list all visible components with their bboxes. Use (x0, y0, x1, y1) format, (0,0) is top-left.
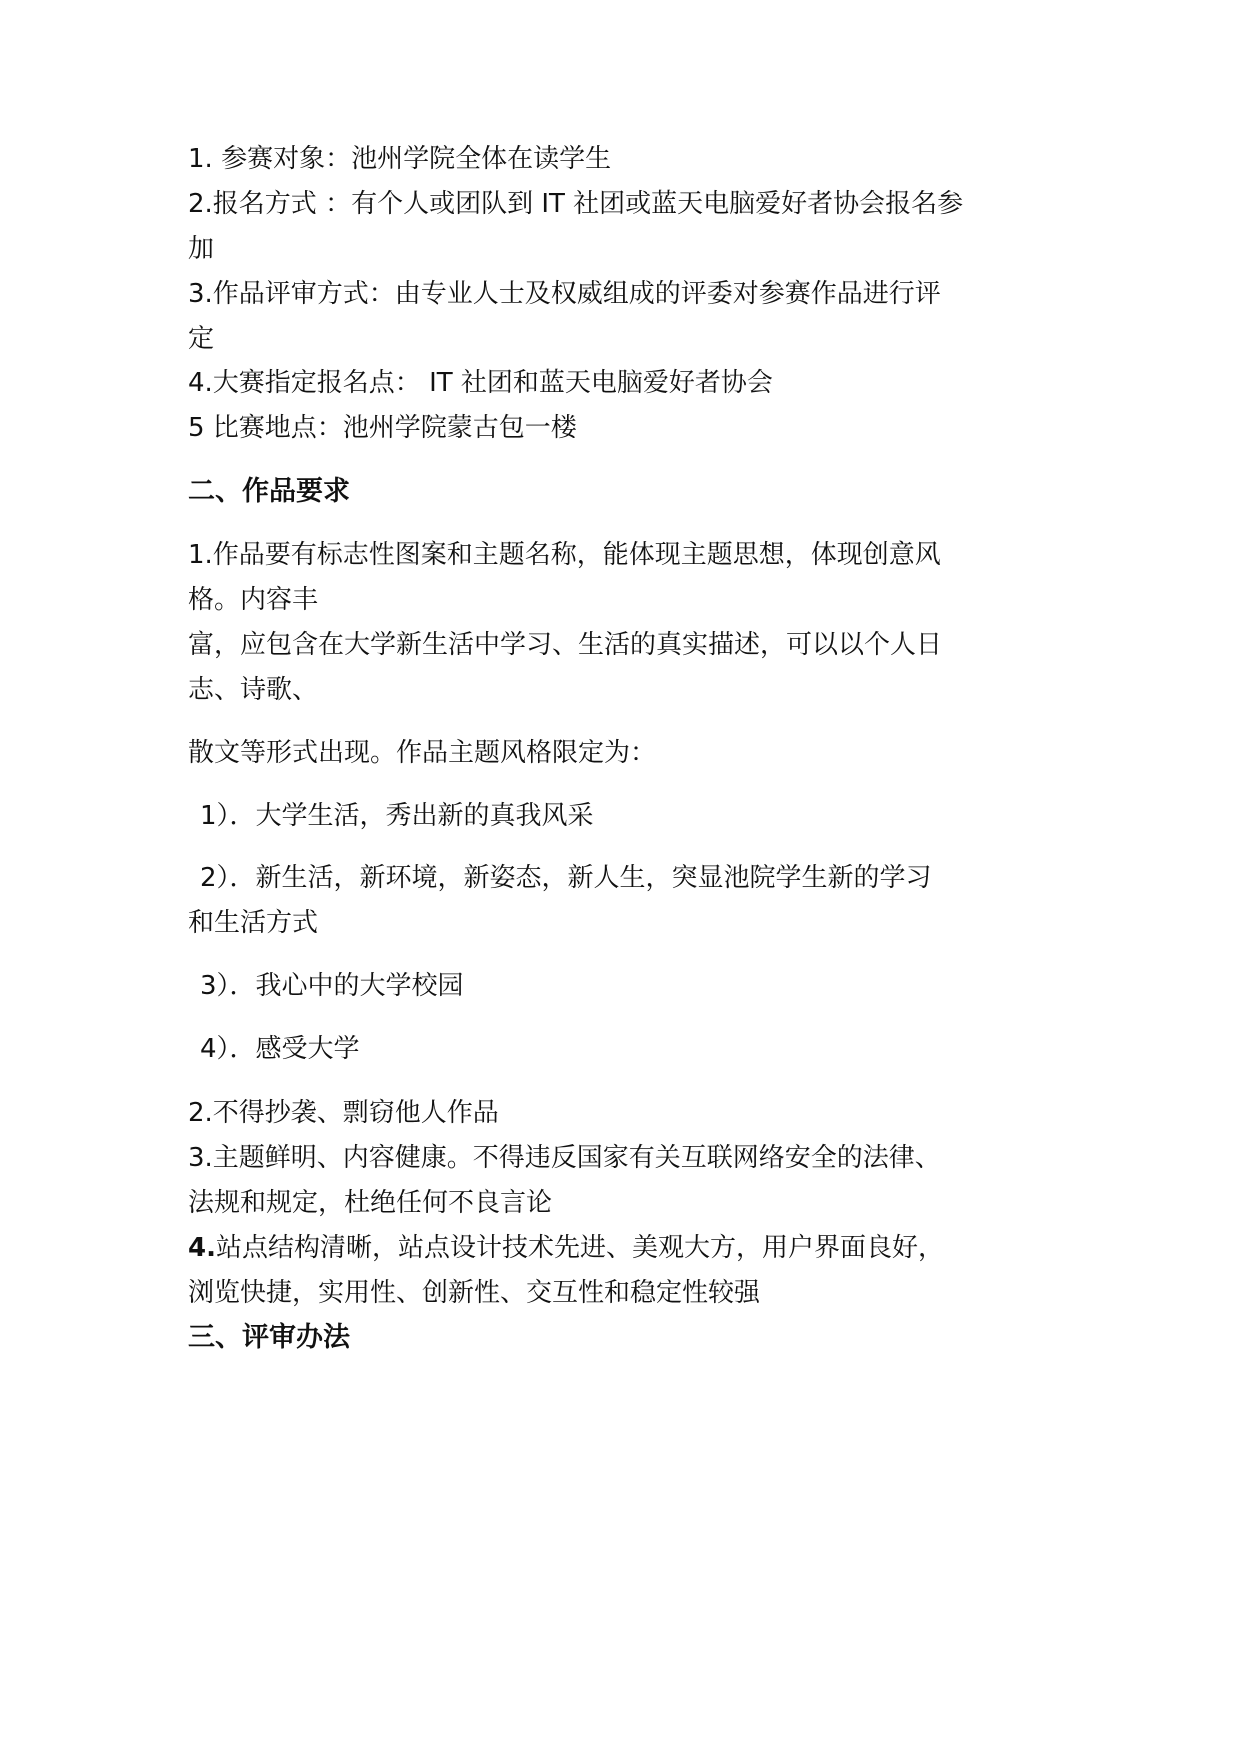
req1-line: 志、诗歌、 (188, 675, 319, 705)
req1-line: 1.作品要有标志性图案和主题名称，能体现主题思想，体现创意风 (188, 540, 941, 570)
venue-item: 5 比赛地点：池州学院蒙古包一楼 (188, 413, 577, 443)
registration-item: 2.报名方式 ：有个人或团队到 IT 社团或蓝天电脑爱好者协会报名参 (188, 189, 964, 219)
req3-line: 3.主题鲜明、内容健康。不得违反国家有关互联网络安全的法律、 (188, 1143, 941, 1173)
req4-line: 浏览快捷，实用性、创新性、交互性和稳定性较强 (188, 1278, 761, 1308)
theme-item: 3）．我心中的大学校园 (200, 971, 464, 1001)
req1-line: 富，应包含在大学新生活中学习、生活的真实描述，可以以个人日 (188, 630, 943, 660)
review-method-item-cont: 定 (188, 324, 215, 354)
req1-line: 格。内容丰 (188, 585, 319, 615)
req4-text: 站点结构清晰，站点设计技术先进、美观大方，用户界面良好， (215, 1233, 944, 1263)
req2-line: 2.不得抄袭、剽窃他人作品 (188, 1098, 499, 1128)
theme-item: 1）．大学生活，秀出新的真我风采 (200, 801, 594, 831)
theme-item: 4）．感受大学 (200, 1034, 360, 1064)
review-method-item: 3.作品评审方式：由专业人士及权威组成的评委对参赛作品进行评 (188, 279, 941, 309)
req1-line: 散文等形式出现。作品主题风格限定为： (188, 738, 657, 768)
registration-item-cont: 加 (188, 234, 215, 264)
section-heading-review: 三、评审办法 (188, 1322, 350, 1353)
participants-item: 1. 参赛对象：池州学院全体在读学生 (188, 144, 612, 174)
section-heading-requirements: 二、作品要求 (188, 476, 350, 507)
req3-line: 法规和规定，杜绝任何不良言论 (188, 1188, 553, 1218)
req4-line (188, 1231, 944, 1265)
theme-item: 2）．新生活，新环境，新姿态，新人生，突显池院学生新的学习 (200, 863, 932, 893)
req4-number: 4. (188, 1233, 216, 1263)
theme-item-cont: 和生活方式 (188, 908, 319, 938)
signup-location-item: 4.大赛指定报名点： IT 社团和蓝天电脑爱好者协会 (188, 368, 773, 398)
